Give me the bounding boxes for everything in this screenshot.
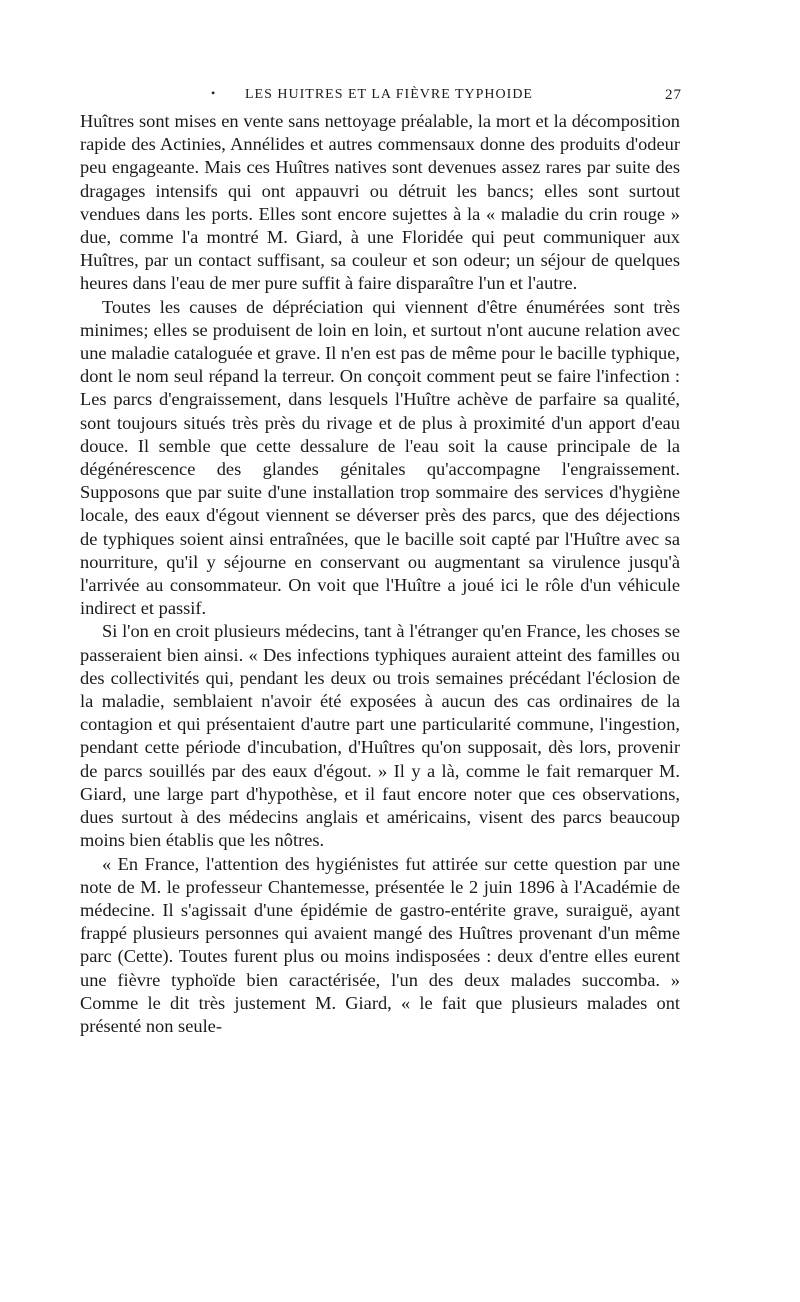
body-text bbox=[80, 110, 680, 1038]
book-page bbox=[80, 82, 680, 1038]
header-mark: • bbox=[211, 86, 217, 100]
paragraph-4: « En France, l'attention des hygiénistes fut attirée sur cette question par une note de M. le professeur Chantemesse, présentée le 2 juin 1896 à l'Académie de médecine. Il s'agissait d'une épidémie de gastro-entérite grave, suraiguë, ayant frappé plusieurs personnes qui avaient mangé des Huîtres provenant d'un même parc (Cette). Toutes furent plus ou moins indisposées : deux d'entre elles eurent une fièvre typhoïde bien caractérisée, l'un des deux malades succomba. » Comme le dit très justement M. Giard, « le fait que plusieurs malades ont présenté non seule- bbox=[80, 853, 680, 1036]
running-head bbox=[80, 82, 680, 110]
running-title: LES HUITRES ET LA FIÈVRE TYPHOIDE bbox=[245, 87, 533, 102]
paragraph-3: Si l'on en croit plusieurs médecins, tant à l'étranger qu'en France, les choses se passeraient bien ainsi. « Des infections typhiques auraient atteint des familles ou des collectivités qui, pendant les deux ou trois semaines précédant l'éclosion de la maladie, semblaient n'avoir été exposées à aucun des cas ordinaires de la contagion et qui présentaient d'autre part une particularité commune, l'ingestion, pendant cette période d'incubation, d'Huîtres qu'on supposait, dès lors, provenir de parcs souillés par des eaux d'égout. » Il y a là, comme le fait remarquer M. Giard, une large part d'hypothèse, et il faut encore noter que ces observations, dues surtout à des médecins anglais et américains, visent des parcs beaucoup moins bien établis que les nôtres. bbox=[80, 621, 680, 851]
page-number: 27 bbox=[665, 87, 682, 103]
paragraph-2: Toutes les causes de dépréciation qui viennent d'être énumérées sont très minimes; elles se produisent de loin en loin, et surtout n'ont aucune relation avec une maladie cataloguée et grave. Il n'en est pas de même pour le bacille typhique, dont le nom seul répand la terreur. On conçoit comment peut se faire l'infection : Les parcs d'engraissement, dans lesquels l'Huître achève de parfaire sa qualité, sont toujours situés très près du rivage et de plus à proximité d'un apport d'eau douce. Il semble que cette dessalure de l'eau soit la cause principale de la dégénérescence des glandes génitales qu'accompagne l'engraissement. Supposons que par suite d'une installation trop sommaire des services d'hygiène locale, des eaux d'égout viennent se déverser près des parcs, que des déjections de typhiques soient ainsi entraînées, que le bacille soit capté par l'Huître avec sa nourriture, qu'il y séjourne en conservant ou augmentant sa virulence jusqu'à l'arrivée au consommateur. On voit que l'Huître a joué ici le rôle d'un véhicule indirect et passif. bbox=[80, 296, 680, 619]
paragraph-1: Huîtres sont mises en vente sans nettoyage préalable, la mort et la décomposition rapide des Actinies, Annélides et autres commensaux donne des produits d'odeur peu engageante. Mais ces Huîtres natives sont devenues assez rares par suite des dragages intensifs qui ont appauvri ou détruit les bancs; elles sont surtout vendues dans les ports. Elles sont encore sujettes à la « maladie du crin rouge » due, comme l'a montré M. Giard, à une Floridée qui peut communiquer aux Huîtres, par un contact suffisant, sa couleur et son odeur; un séjour de quelques heures dans l'eau de mer pure suffit à faire disparaître l'un et l'autre. bbox=[80, 111, 680, 294]
